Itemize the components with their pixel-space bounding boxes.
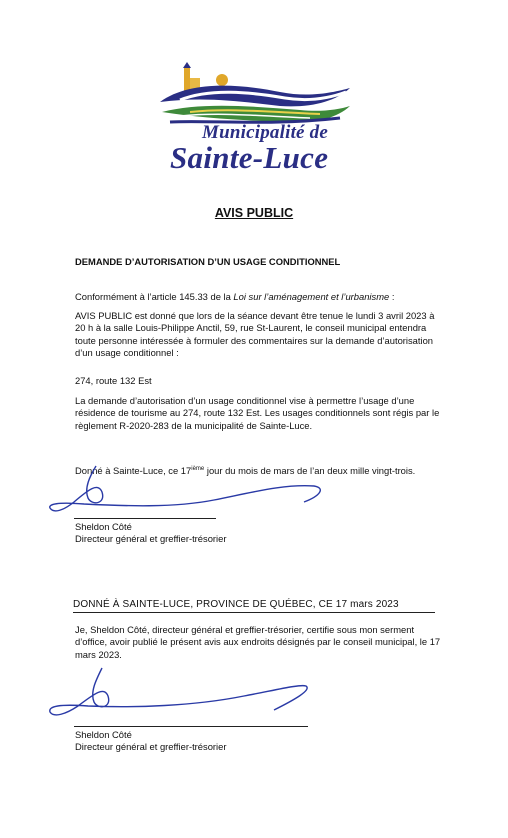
- signature-1-icon: [44, 462, 334, 522]
- signer-name-2: Sheldon Côté: [75, 729, 132, 740]
- certificate-heading: DONNÉ À SAINTE-LUCE, PROVINCE DE QUÉBEC, CE 17 mars 2023: [73, 599, 435, 613]
- intro-paragraph: [75, 291, 445, 303]
- notice-subject: DEMANDE D’AUTORISATION D’UN USAGE CONDITIONNEL: [75, 256, 341, 267]
- intro-text-start: Conformément à l’article 145.33 de la: [75, 291, 234, 302]
- law-name: Loi sur l’aménagement et l’urbanisme: [233, 291, 390, 302]
- address-line: 274, route 132 Est: [75, 375, 152, 386]
- signature-2-icon: [44, 664, 334, 728]
- municipality-logo: [150, 62, 360, 174]
- ordinal-suffix: ième: [191, 466, 205, 472]
- logo-municipality-label: Municipalité de: [202, 122, 328, 143]
- notice-paragraph: AVIS PUBLIC est donné que lors de la séance devant être tenue le lundi 3 avril 2023 à 20 h à la salle Louis-Philippe Anctil, 59, rue St-Laurent, le conseil municipal entendra toute personne intéressée à formuler des commentaires sur la demande d’autorisation d’un usage conditionnel :: [75, 310, 435, 359]
- request-paragraph: La demande d’autorisation d’un usage conditionnel vise à permettre l’usage d’une résidence de tourisme au 274, route 132 Est. Les usages conditionnels sont régis par le règlement R-2020-283 de la municipalité de Sainte-Luce.: [75, 395, 440, 431]
- signer-name-1: Sheldon Côté: [75, 521, 132, 532]
- signer-title-2: Directeur général et greffier-trésorier: [75, 741, 227, 752]
- notice-title: AVIS PUBLIC: [214, 206, 294, 220]
- logo-town-name: Sainte-Luce: [170, 140, 329, 175]
- signature-line-1: [74, 518, 216, 519]
- signature-line-2: [74, 726, 308, 727]
- intro-text-end: :: [389, 291, 395, 302]
- given-text-start: Donné à Sainte-Luce, ce 17: [75, 465, 192, 476]
- certificate-paragraph: Je, Sheldon Côté, directeur général et greffier-trésorier, certifie sous mon serment d’office, avoir publié le présent avis aux endroits désignés par le conseil municipal, le 17 mars 2023.: [75, 624, 441, 660]
- signer-title-1: Directeur général et greffier-trésorier: [75, 533, 227, 544]
- given-text-end: jour du mois de mars de l’an deux mille vingt-trois.: [204, 465, 416, 476]
